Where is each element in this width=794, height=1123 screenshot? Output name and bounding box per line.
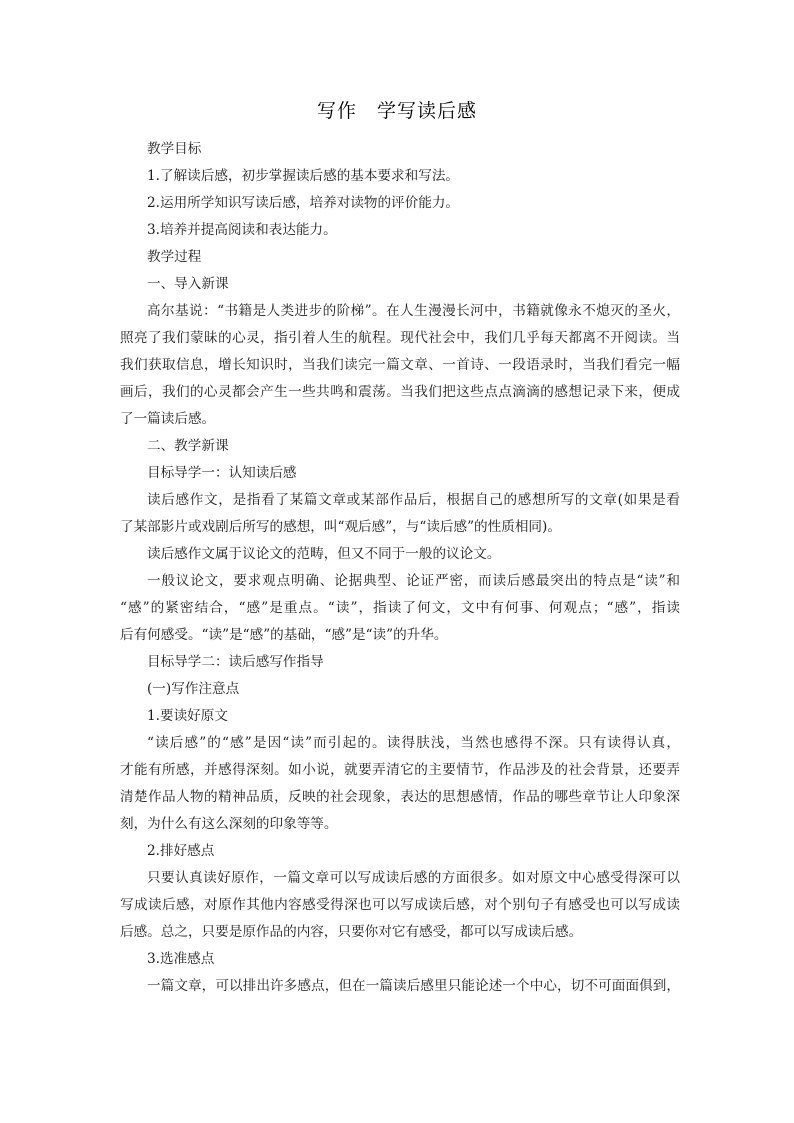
paragraph-line: 高尔基说：“书籍是人类进步的阶梯”。在人生漫漫长河中，书籍就像永不熄灭的圣火， bbox=[147, 303, 680, 319]
section-heading: 一、导入新课 bbox=[147, 276, 229, 292]
subsection-heading: 2.排好感点 bbox=[147, 843, 215, 859]
paragraph-line: 读后感作文属于议论文的范畴，但又不同于一般的议论文。 bbox=[147, 546, 501, 562]
list-item: 3.培养并提高阅读和表达能力。 bbox=[147, 222, 337, 238]
section-heading: 二、教学新课 bbox=[147, 438, 229, 454]
paragraph-line: 了一篇读后感。 bbox=[120, 411, 216, 427]
paragraph-line: 了某部影片或戏剧后所写的感想，叫“观后感”，与“读后感”的性质相同)。 bbox=[120, 519, 561, 535]
paragraph-line: “读后感”的“感”是因“读”而引起的。读得肤浅，当然也感得不深。只有读得认真， bbox=[147, 735, 680, 751]
document-body bbox=[120, 136, 680, 1000]
paragraph-line: 照亮了我们蒙昧的心灵，指引着人生的航程。现代社会中，我们几乎每天都离不开阅读。当 bbox=[120, 330, 680, 346]
paragraph-line: 画后，我们的心灵都会产生一些共鸣和震荡。当我们把这些点点滴滴的感想记录下来，便成 bbox=[120, 384, 680, 400]
subsection-heading: 目标导学二：读后感写作指导 bbox=[147, 654, 324, 670]
paragraph-line: “感”的紧密结合，“感”是重点。“读”，指读了何文，文中有何事、何观点；“感”，指读 bbox=[120, 600, 680, 616]
paragraph-line: 写成读后感，对原作其他内容感受得深也可以写成读后感，对个别句子有感受也可以写成读 bbox=[120, 897, 680, 913]
paragraph-line: 我们获取信息，增长知识时，当我们读完一篇文章、一首诗、一段语录时，当我们看完一幅 bbox=[120, 357, 680, 373]
document-title: 写作 学写读后感 bbox=[316, 100, 477, 122]
paragraph-line: 读后感作文，是指看了某篇文章或某部作品后，根据自己的感想所写的文章(如果是看 bbox=[147, 492, 680, 508]
subsection-heading: 1.要读好原文 bbox=[147, 708, 228, 724]
paragraph-line: 刻，为什么有这么深刻的印象等等。 bbox=[120, 816, 338, 832]
list-item: 2.运用所学知识写读后感，培养对读物的评价能力。 bbox=[147, 195, 460, 211]
paragraph-line: 只要认真读好原作，一篇文章可以写成读后感的方面很多。如对原文中心感受得深可以 bbox=[147, 870, 680, 886]
section-heading: 教学过程 bbox=[147, 249, 202, 265]
list-item: 1.了解读后感，初步掌握读后感的基本要求和写法。 bbox=[147, 168, 460, 184]
paragraph-line: 一般议论文，要求观点明确、论据典型、论证严密，而读后感最突出的特点是“读”和 bbox=[147, 573, 680, 589]
paragraph-line: 后有何感受。“读”是“感”的基础，“感”是“读”的升华。 bbox=[120, 627, 448, 643]
subsection-heading: 3.选准感点 bbox=[147, 951, 215, 967]
paragraph-line: 后感。总之，只要是原作品的内容，只要你对它有感受，都可以写成读后感。 bbox=[120, 924, 583, 940]
subsection-heading: 目标导学一：认知读后感 bbox=[147, 465, 297, 481]
paragraph-line: 才能有所感，并感得深刻。如小说，就要弄清它的主要情节，作品涉及的社会背景，还要弄 bbox=[120, 762, 680, 778]
section-heading: 教学目标 bbox=[147, 141, 202, 157]
paragraph-line: 一篇文章，可以排出许多感点，但在一篇读后感里只能论述一个中心，切不可面面俱到， bbox=[147, 978, 680, 994]
subsection-heading: (一)写作注意点 bbox=[147, 681, 240, 697]
paragraph-line: 清楚作品人物的精神品质，反映的社会现象，表达的思想感情，作品的哪些章节让人印象深 bbox=[120, 789, 680, 805]
